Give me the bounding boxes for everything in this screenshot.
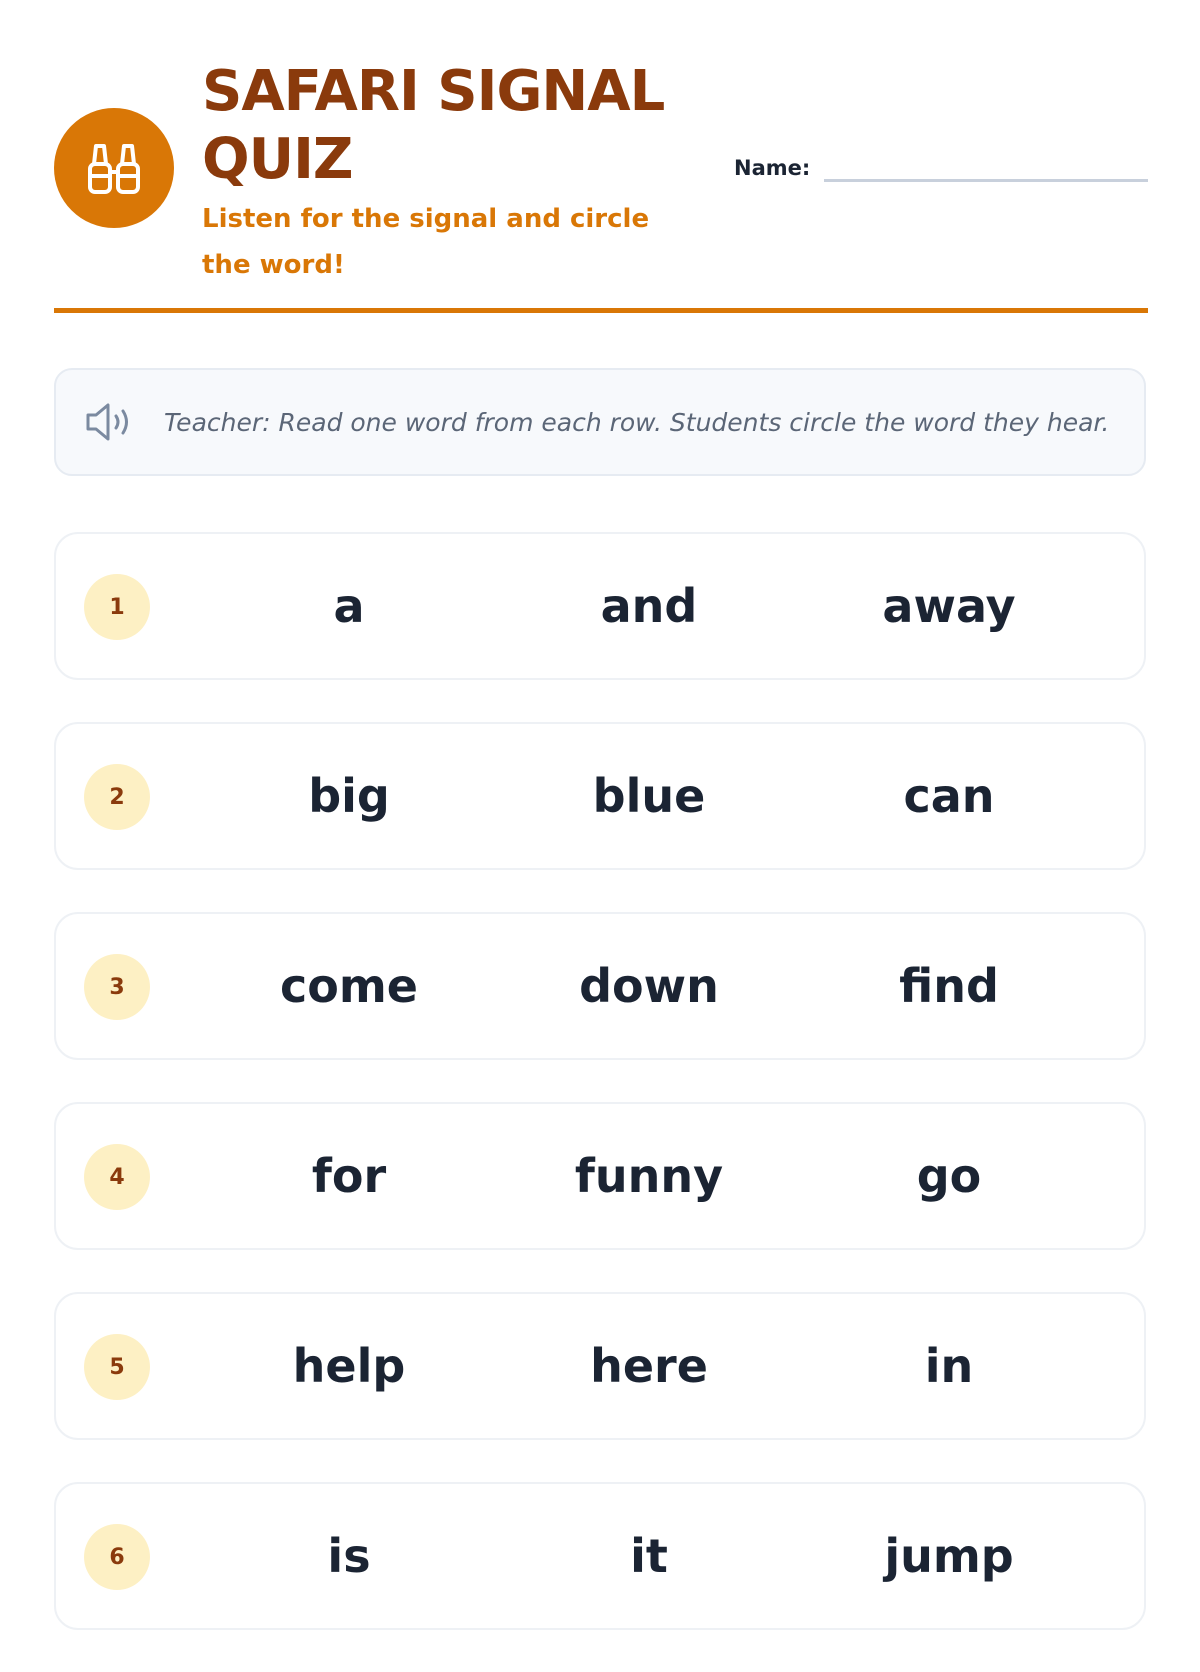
- name-field: [734, 148, 1148, 188]
- instruction-text: Teacher: Read one word from each row. Students circle the word they hear.: [164, 407, 1110, 437]
- speaker-icon: [84, 400, 138, 444]
- word-option[interactable]: is: [327, 1529, 371, 1583]
- word-option[interactable]: come: [280, 959, 418, 1013]
- row-number-badge: 3: [84, 954, 150, 1020]
- row-number-badge: 5: [84, 1334, 150, 1400]
- word-option[interactable]: it: [630, 1529, 668, 1583]
- word-option[interactable]: big: [308, 769, 390, 823]
- word-row-1: [54, 532, 1146, 680]
- word-rows: [54, 532, 1146, 1672]
- word-option[interactable]: go: [916, 1149, 982, 1203]
- word-option[interactable]: in: [924, 1339, 974, 1393]
- word-option[interactable]: down: [579, 959, 719, 1013]
- teacher-instruction: [54, 368, 1146, 476]
- page-title: SAFARI SIGNAL QUIZ: [202, 59, 665, 192]
- word-row-5: [54, 1292, 1146, 1440]
- word-option[interactable]: away: [882, 579, 1016, 633]
- word-row-4: [54, 1102, 1146, 1250]
- word-row-3: [54, 912, 1146, 1060]
- word-option[interactable]: funny: [574, 1149, 724, 1203]
- row-number-badge: 2: [84, 764, 150, 830]
- word-option[interactable]: here: [590, 1339, 708, 1393]
- word-option[interactable]: blue: [592, 769, 706, 823]
- header-divider: [54, 308, 1148, 313]
- name-write-line[interactable]: [824, 179, 1148, 182]
- word-option[interactable]: for: [311, 1149, 387, 1203]
- title-block: [202, 58, 722, 288]
- word-option[interactable]: find: [899, 959, 999, 1013]
- binoculars-icon: [82, 136, 146, 200]
- name-label: Name:: [734, 156, 811, 180]
- word-option[interactable]: can: [903, 769, 995, 823]
- word-option[interactable]: and: [600, 579, 698, 633]
- word-option[interactable]: a: [333, 579, 365, 633]
- word-option[interactable]: jump: [884, 1529, 1014, 1583]
- worksheet-header: [54, 40, 1148, 310]
- row-number-badge: 1: [84, 574, 150, 640]
- row-number-badge: 6: [84, 1524, 150, 1590]
- word-option[interactable]: help: [292, 1339, 406, 1393]
- logo-badge: [54, 108, 174, 228]
- page-subtitle: Listen for the signal and circle the word!: [202, 204, 650, 280]
- word-row-6: [54, 1482, 1146, 1630]
- row-number-badge: 4: [84, 1144, 150, 1210]
- word-row-2: [54, 722, 1146, 870]
